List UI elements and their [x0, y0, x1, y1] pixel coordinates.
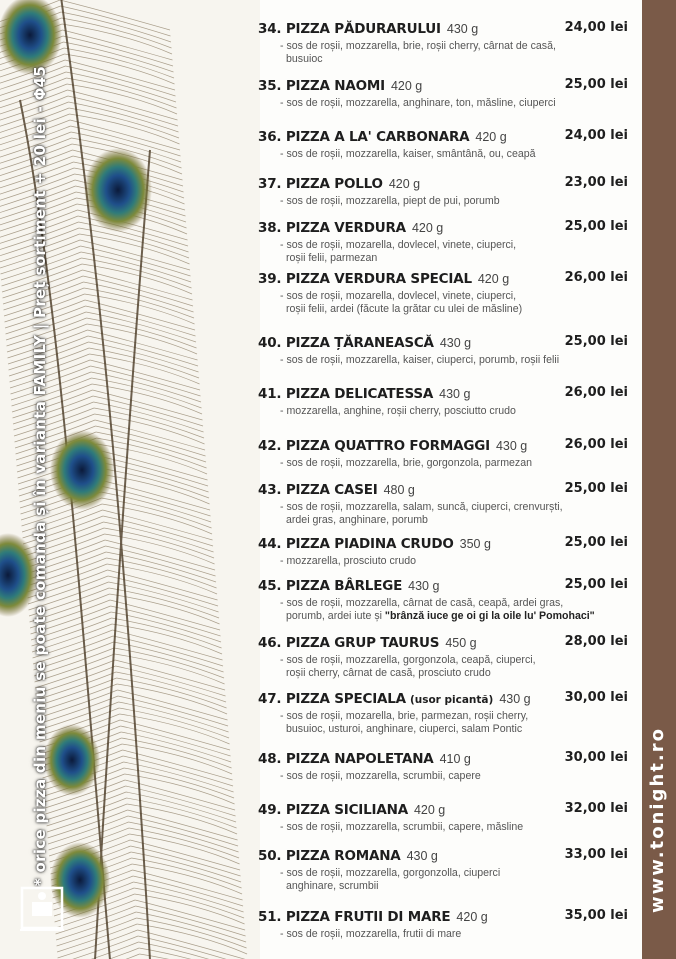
pizza-ingredients [258, 610, 628, 623]
menu-item [258, 847, 628, 893]
pizza-weight: 420 g [413, 803, 446, 817]
pizza-name: 43. PIZZA CASEI [258, 482, 378, 498]
pizza-weight: 430 g [439, 336, 472, 350]
pizza-ingredients [258, 457, 628, 470]
pizza-weight: 430 g [446, 22, 479, 36]
pizza-ingredients [258, 514, 628, 527]
pizza-weight: 420 g [477, 272, 510, 286]
pizza-price: 28,00 lei [564, 634, 628, 649]
menu-item [258, 334, 628, 367]
ingredients-text: - sos de roșii, mozzarella, piept de pui, porumb [280, 195, 500, 207]
pizza-price: 25,00 lei [564, 535, 628, 550]
pizza-ingredients [258, 53, 628, 66]
pizza-weight: 420 g [475, 130, 507, 144]
pizza-ingredients [258, 97, 628, 110]
ingredients-text: - sos de roșii, mozzarella, gorgonzolla, ciuperci [280, 867, 501, 879]
pizza-price: 26,00 lei [564, 385, 628, 400]
pizza-price: 23,00 lei [564, 175, 628, 190]
pizza-weight: 480 g [383, 483, 415, 497]
ingredients-text: - sos de roșii, mozarella, brie, parmezan, roșii cherry, [280, 710, 529, 722]
menu-item-header [258, 634, 628, 654]
pizza-ingredients [258, 710, 628, 723]
pizza-price: 24,00 lei [564, 20, 628, 35]
ingredients-text: - sos de roșii, mozzarella, gorgonzola, ceapă, ciuperci, [280, 654, 536, 666]
pizza-ingredients [258, 723, 628, 736]
pizza-price: 35,00 lei [564, 908, 628, 923]
menu-item-header [258, 175, 628, 195]
pizza-name: 46. PIZZA GRUP TAURUS [258, 635, 440, 651]
menu-item [258, 577, 628, 623]
menu-item-header [258, 481, 628, 501]
ingredients-text: porumb, ardei iute și [286, 610, 382, 622]
pizza-ingredients [258, 40, 628, 53]
pizza-name: 39. PIZZA VERDURA SPECIAL [258, 271, 472, 287]
pizza-price: 25,00 lei [564, 77, 628, 92]
ingredients-text: roșii cherry, cârnat de casă, prosciuto crudo [286, 667, 491, 679]
pizza-ingredients [258, 239, 628, 252]
pizza-ingredients [258, 667, 628, 680]
special-cheese-note: "brânză iuce ge oi gi la oile lu' Pomohaci" [381, 610, 595, 622]
menu-item [258, 801, 628, 834]
pizza-price: 25,00 lei [564, 334, 628, 349]
pizza-price: 30,00 lei [564, 750, 628, 765]
pizza-name: 38. PIZZA VERDURA [258, 220, 406, 236]
ingredients-text: - sos de roșii, mozzarella, brie, roșii cherry, cârnat de casă, [280, 40, 556, 52]
menu-item [258, 20, 628, 66]
pizza-name: 42. PIZZA QUATTRO FORMAGGI [258, 438, 490, 454]
menu-item-header [258, 847, 628, 867]
ingredients-text: - sos de roșii, mozzarella, scrumbii, capere [280, 770, 481, 782]
menu-item-header [258, 219, 628, 239]
pizza-name: 41. PIZZA DELICATESSA [258, 386, 434, 402]
menu-item [258, 634, 628, 680]
pizza-name: 36. PIZZA A LA' CARBONARA [258, 129, 470, 145]
pizza-name: 35. PIZZA NAOMI [258, 78, 385, 94]
ingredients-text: roșii felii, ardei (făcute la grătar cu ulei de măsline) [286, 303, 523, 315]
menu-item [258, 690, 628, 736]
pizza-ingredients [258, 880, 628, 893]
pizza-name: 44. PIZZA PIADINA CRUDO [258, 536, 454, 552]
menu-item-header [258, 334, 628, 354]
ingredients-text: roșii felii, parmezan [286, 252, 378, 264]
ingredients-text: - sos de roșii, mozzarella, kaiser, ciuperci, porumb, roșii felii [280, 354, 560, 366]
pizza-ingredients [258, 821, 628, 834]
menu-item [258, 175, 628, 208]
pizza-weight: 420 g [411, 221, 444, 235]
menu-item [258, 481, 628, 527]
ingredients-text: - sos de roșii, mozzarella, scrumbii, capere, măsline [280, 821, 524, 833]
menu-item-header [258, 77, 628, 97]
pizza-ingredients [258, 654, 628, 667]
pizza-weight: 430 g [499, 692, 531, 706]
pizza-name: 50. PIZZA ROMANA [258, 848, 401, 864]
ingredients-text: - sos de roșii, mozarella, dovlecel, vinete, ciuperci, [280, 239, 517, 251]
menu-item [258, 437, 628, 470]
ingredients-text: busuioc [286, 53, 323, 65]
pizza-ingredients [258, 148, 628, 161]
pizza-name: 40. PIZZA ȚĂRANEASCĂ [258, 335, 434, 351]
pizza-price: 26,00 lei [564, 270, 628, 285]
pizza-weight: 430 g [408, 579, 440, 593]
menu-item-header [258, 20, 628, 40]
pizza-name: 49. PIZZA SICILIANA [258, 802, 408, 818]
ingredients-text: busuioc, usturoi, anghinare, ciuperci, salam Pontic [286, 723, 523, 735]
pizza-ingredients [258, 501, 628, 514]
pizza-price: 26,00 lei [564, 437, 628, 452]
pizza-name: 37. PIZZA POLLO [258, 176, 383, 192]
pizza-weight: 430 g [406, 849, 438, 863]
pizza-price: 32,00 lei [564, 801, 628, 816]
pizza-weight: 430 g [439, 387, 471, 401]
pizza-ingredients [258, 928, 628, 941]
menu-item-header [258, 801, 628, 821]
spicy-tag: (usor picantă) [409, 694, 494, 706]
pizza-ingredients [258, 405, 628, 418]
menu-item [258, 750, 628, 783]
pizza-name: 34. PIZZA PĂDURARULUI [258, 21, 441, 37]
pizza-ingredients [258, 303, 628, 316]
menu-item [258, 385, 628, 418]
pizza-price: 25,00 lei [564, 481, 628, 496]
menu-item [258, 77, 628, 110]
pizza-ingredients [258, 195, 628, 208]
menu-item-header [258, 908, 628, 928]
pizza-weight: 450 g [445, 636, 477, 650]
website-url[interactable]: www.tonight.ro [647, 727, 668, 913]
menu-item-header [258, 437, 628, 457]
ingredients-text: - sos de roșii, mozarella, dovlecel, vinete, ciuperci, [280, 290, 517, 302]
menu-item [258, 908, 628, 941]
pizza-price: 25,00 lei [564, 219, 628, 234]
menu-item [258, 270, 628, 316]
pizza-price: 24,00 lei [564, 128, 628, 143]
ingredients-text: - sos de roșii, mozzarella, salam, suncă, ciuperci, crenvurști, [280, 501, 563, 513]
pizza-price: 33,00 lei [564, 847, 628, 862]
ingredients-text: - sos de roșii, mozzarella, cârnat de casă, ceapă, ardei gras, [280, 597, 564, 609]
menu-item-header [258, 690, 628, 710]
menu-item-header [258, 577, 628, 597]
pizza-name: 47. PIZZA SPECIALA [258, 691, 406, 707]
ingredients-text: ardei gras, anghinare, porumb [286, 514, 428, 526]
pizza-name: 45. PIZZA BÂRLEGE [258, 578, 403, 594]
menu-item-header [258, 128, 628, 148]
pizza-price: 25,00 lei [564, 577, 628, 592]
menu-item [258, 128, 628, 161]
ingredients-text: - mozzarella, anghine, roșii cherry, posciutto crudo [280, 405, 516, 417]
ingredients-text: - sos de roșii, mozzarella, frutii di mare [280, 928, 462, 940]
menu-item-header [258, 385, 628, 405]
family-variant-note: * orice pizza din meniu se poate comanda și în varianta FAMILY | Preț sortiment + 20 lei - Φ45 [31, 65, 49, 887]
pizza-ingredients [258, 354, 628, 367]
ingredients-text: - sos de roșii, mozzarella, anghinare, ton, măsline, ciuperci [280, 97, 556, 109]
menu-item-header [258, 270, 628, 290]
pizza-weight: 350 g [459, 537, 491, 551]
pizza-weight: 410 g [439, 752, 471, 766]
pizza-ingredients [258, 867, 628, 880]
ingredients-text: anghinare, scrumbii [286, 880, 379, 892]
ingredients-text: - mozzarella, prosciuto crudo [280, 555, 417, 567]
ingredients-text: - sos de roșii, mozzarella, brie, gorgonzola, parmezan [280, 457, 533, 469]
pizza-weight: 430 g [495, 439, 528, 453]
pizza-weight: 420 g [390, 79, 423, 93]
menu-item-header [258, 535, 628, 555]
menu-item [258, 535, 628, 568]
pizza-ingredients [258, 555, 628, 568]
pizza-name: 48. PIZZA NAPOLETANA [258, 751, 434, 767]
ingredients-text: - sos de roșii, mozzarella, kaiser, smântână, ou, ceapă [280, 148, 536, 160]
pizza-ingredients [258, 597, 628, 610]
pizza-ingredients [258, 770, 628, 783]
pizza-ingredients [258, 290, 628, 303]
pizza-ingredients [258, 252, 628, 265]
pizza-weight: 420 g [456, 910, 488, 924]
menu-item-header [258, 750, 628, 770]
pizza-price: 30,00 lei [564, 690, 628, 705]
pizza-name: 51. PIZZA FRUTII DI MARE [258, 909, 451, 925]
pizza-weight: 420 g [388, 177, 421, 191]
menu-item [258, 219, 628, 265]
